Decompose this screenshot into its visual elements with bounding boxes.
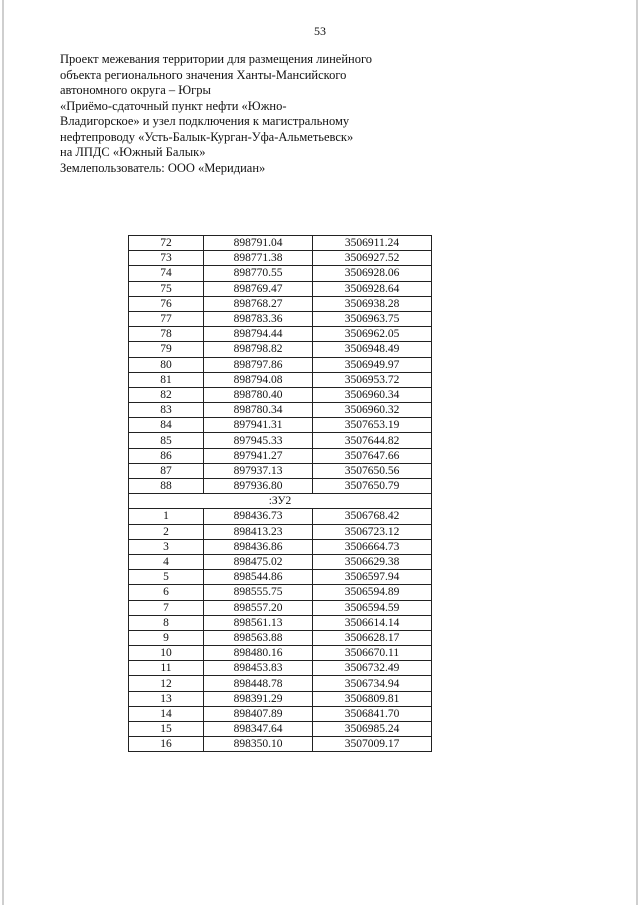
y-coordinate-cell: 3507650.79 (313, 479, 432, 494)
x-coordinate-cell: 898555.75 (204, 585, 313, 600)
y-coordinate-cell: 3506734.94 (313, 676, 432, 691)
x-coordinate-cell: 898794.08 (204, 372, 313, 387)
y-coordinate-cell: 3506670.11 (313, 646, 432, 661)
y-coordinate-cell: 3506949.97 (313, 357, 432, 372)
table-row (129, 554, 432, 569)
y-coordinate-cell: 3506594.89 (313, 585, 432, 600)
document-header (60, 52, 420, 176)
point-number-cell: 2 (129, 524, 204, 539)
y-coordinate-cell: 3506985.24 (313, 722, 432, 737)
point-number-cell: 1 (129, 509, 204, 524)
y-coordinate-cell: 3506614.14 (313, 615, 432, 630)
y-coordinate-cell: 3506928.64 (313, 281, 432, 296)
table-row (129, 646, 432, 661)
y-coordinate-cell: 3506927.52 (313, 251, 432, 266)
x-coordinate-cell: 898791.04 (204, 236, 313, 251)
point-number-cell: 84 (129, 418, 204, 433)
x-coordinate-cell: 898557.20 (204, 600, 313, 615)
table-row (129, 236, 432, 251)
header-line: объекта регионального значения Ханты-Мансийского (60, 67, 347, 82)
y-coordinate-cell: 3507009.17 (313, 737, 432, 752)
y-coordinate-cell: 3507647.66 (313, 448, 432, 463)
point-number-cell: 88 (129, 479, 204, 494)
x-coordinate-cell: 897941.27 (204, 448, 313, 463)
table-row (129, 722, 432, 737)
table-row (129, 691, 432, 706)
y-coordinate-cell: 3507644.82 (313, 433, 432, 448)
table-row (129, 433, 432, 448)
header-line: нефтепроводу «Усть-Балык-Курган-Уфа-Альметьевск» (60, 129, 354, 144)
y-coordinate-cell: 3506963.75 (313, 311, 432, 326)
y-coordinate-cell: 3506938.28 (313, 296, 432, 311)
y-coordinate-cell: 3506960.34 (313, 387, 432, 402)
table-row (129, 539, 432, 554)
table-row (129, 463, 432, 478)
point-number-cell: 9 (129, 630, 204, 645)
header-line: на ЛПДС «Южный Балык» (60, 145, 206, 159)
table-row (129, 311, 432, 326)
header-line: «Приёмо-сдаточный пункт нефти «Южно- (60, 98, 287, 113)
x-coordinate-cell: 898436.73 (204, 509, 313, 524)
x-coordinate-cell: 898563.88 (204, 630, 313, 645)
table-row (129, 706, 432, 721)
point-number-cell: 86 (129, 448, 204, 463)
point-number-cell: 14 (129, 706, 204, 721)
y-coordinate-cell: 3506953.72 (313, 372, 432, 387)
point-number-cell: 82 (129, 387, 204, 402)
page-number: 53 (314, 24, 326, 38)
point-number-cell: 15 (129, 722, 204, 737)
table-row (129, 524, 432, 539)
point-number-cell: 12 (129, 676, 204, 691)
table-row (129, 661, 432, 676)
section-label: :ЗУ2 (129, 494, 432, 509)
x-coordinate-cell: 898544.86 (204, 570, 313, 585)
y-coordinate-cell: 3506768.42 (313, 509, 432, 524)
point-number-cell: 4 (129, 554, 204, 569)
y-coordinate-cell: 3506664.73 (313, 539, 432, 554)
point-number-cell: 79 (129, 342, 204, 357)
y-coordinate-cell: 3507650.56 (313, 463, 432, 478)
y-coordinate-cell: 3506841.70 (313, 706, 432, 721)
point-number-cell: 13 (129, 691, 204, 706)
y-coordinate-cell: 3506723.12 (313, 524, 432, 539)
table-row (129, 357, 432, 372)
point-number-cell: 78 (129, 327, 204, 342)
point-number-cell: 73 (129, 251, 204, 266)
point-number-cell: 7 (129, 600, 204, 615)
x-coordinate-cell: 898561.13 (204, 615, 313, 630)
table-row (129, 676, 432, 691)
x-coordinate-cell: 898480.16 (204, 646, 313, 661)
table-row (129, 448, 432, 463)
table-row (129, 509, 432, 524)
scan-edge-right (636, 0, 638, 905)
x-coordinate-cell: 898771.38 (204, 251, 313, 266)
y-coordinate-cell: 3506948.49 (313, 342, 432, 357)
x-coordinate-cell: 898780.34 (204, 403, 313, 418)
table-body-part1 (129, 236, 432, 494)
x-coordinate-cell: 898770.55 (204, 266, 313, 281)
table-row (129, 342, 432, 357)
y-coordinate-cell: 3506911.24 (313, 236, 432, 251)
table-row (129, 372, 432, 387)
x-coordinate-cell: 897941.31 (204, 418, 313, 433)
table-row (129, 737, 432, 752)
x-coordinate-cell: 898798.82 (204, 342, 313, 357)
point-number-cell: 16 (129, 737, 204, 752)
x-coordinate-cell: 898453.83 (204, 661, 313, 676)
point-number-cell: 81 (129, 372, 204, 387)
table-row (129, 418, 432, 433)
table-row (129, 403, 432, 418)
table-row (129, 327, 432, 342)
table-row (129, 600, 432, 615)
x-coordinate-cell: 898350.10 (204, 737, 313, 752)
table-row (129, 266, 432, 281)
scan-edge-left (2, 0, 4, 905)
header-line: автономного округа – Югры (60, 83, 211, 97)
section-row (129, 494, 432, 509)
point-number-cell: 10 (129, 646, 204, 661)
point-number-cell: 85 (129, 433, 204, 448)
y-coordinate-cell: 3506960.32 (313, 403, 432, 418)
point-number-cell: 76 (129, 296, 204, 311)
table-row (129, 251, 432, 266)
table-row (129, 387, 432, 402)
x-coordinate-cell: 898797.86 (204, 357, 313, 372)
point-number-cell: 6 (129, 585, 204, 600)
x-coordinate-cell: 898436.86 (204, 539, 313, 554)
point-number-cell: 3 (129, 539, 204, 554)
x-coordinate-cell: 898407.89 (204, 706, 313, 721)
x-coordinate-cell: 898391.29 (204, 691, 313, 706)
table-row (129, 296, 432, 311)
x-coordinate-cell: 898780.40 (204, 387, 313, 402)
x-coordinate-cell: 898768.27 (204, 296, 313, 311)
x-coordinate-cell: 897937.13 (204, 463, 313, 478)
y-coordinate-cell: 3506809.81 (313, 691, 432, 706)
header-line: Землепользователь: ООО «Меридиан» (60, 160, 266, 175)
table-row (129, 630, 432, 645)
table-row (129, 615, 432, 630)
point-number-cell: 77 (129, 311, 204, 326)
y-coordinate-cell: 3506928.06 (313, 266, 432, 281)
y-coordinate-cell: 3506628.17 (313, 630, 432, 645)
y-coordinate-cell: 3506597.94 (313, 570, 432, 585)
table-row (129, 570, 432, 585)
x-coordinate-cell: 898413.23 (204, 524, 313, 539)
table-row (129, 585, 432, 600)
x-coordinate-cell: 898794.44 (204, 327, 313, 342)
y-coordinate-cell: 3507653.19 (313, 418, 432, 433)
table-row (129, 479, 432, 494)
table-body-part2 (129, 509, 432, 752)
y-coordinate-cell: 3506962.05 (313, 327, 432, 342)
point-number-cell: 5 (129, 570, 204, 585)
x-coordinate-cell: 898347.64 (204, 722, 313, 737)
y-coordinate-cell: 3506629.38 (313, 554, 432, 569)
x-coordinate-cell: 898475.02 (204, 554, 313, 569)
table-row (129, 281, 432, 296)
point-number-cell: 80 (129, 357, 204, 372)
x-coordinate-cell: 898769.47 (204, 281, 313, 296)
header-line: Владигорское» и узел подключения к магистральному (60, 114, 350, 128)
x-coordinate-cell: 898783.36 (204, 311, 313, 326)
y-coordinate-cell: 3506594.59 (313, 600, 432, 615)
coordinates-table (128, 235, 432, 752)
x-coordinate-cell: 897945.33 (204, 433, 313, 448)
x-coordinate-cell: 898448.78 (204, 676, 313, 691)
point-number-cell: 11 (129, 661, 204, 676)
point-number-cell: 72 (129, 236, 204, 251)
point-number-cell: 74 (129, 266, 204, 281)
y-coordinate-cell: 3506732.49 (313, 661, 432, 676)
x-coordinate-cell: 897936.80 (204, 479, 313, 494)
header-line: Проект межевания территории для размещения линейного (60, 52, 373, 66)
point-number-cell: 87 (129, 463, 204, 478)
point-number-cell: 75 (129, 281, 204, 296)
point-number-cell: 83 (129, 403, 204, 418)
table-section-header (129, 494, 432, 509)
point-number-cell: 8 (129, 615, 204, 630)
